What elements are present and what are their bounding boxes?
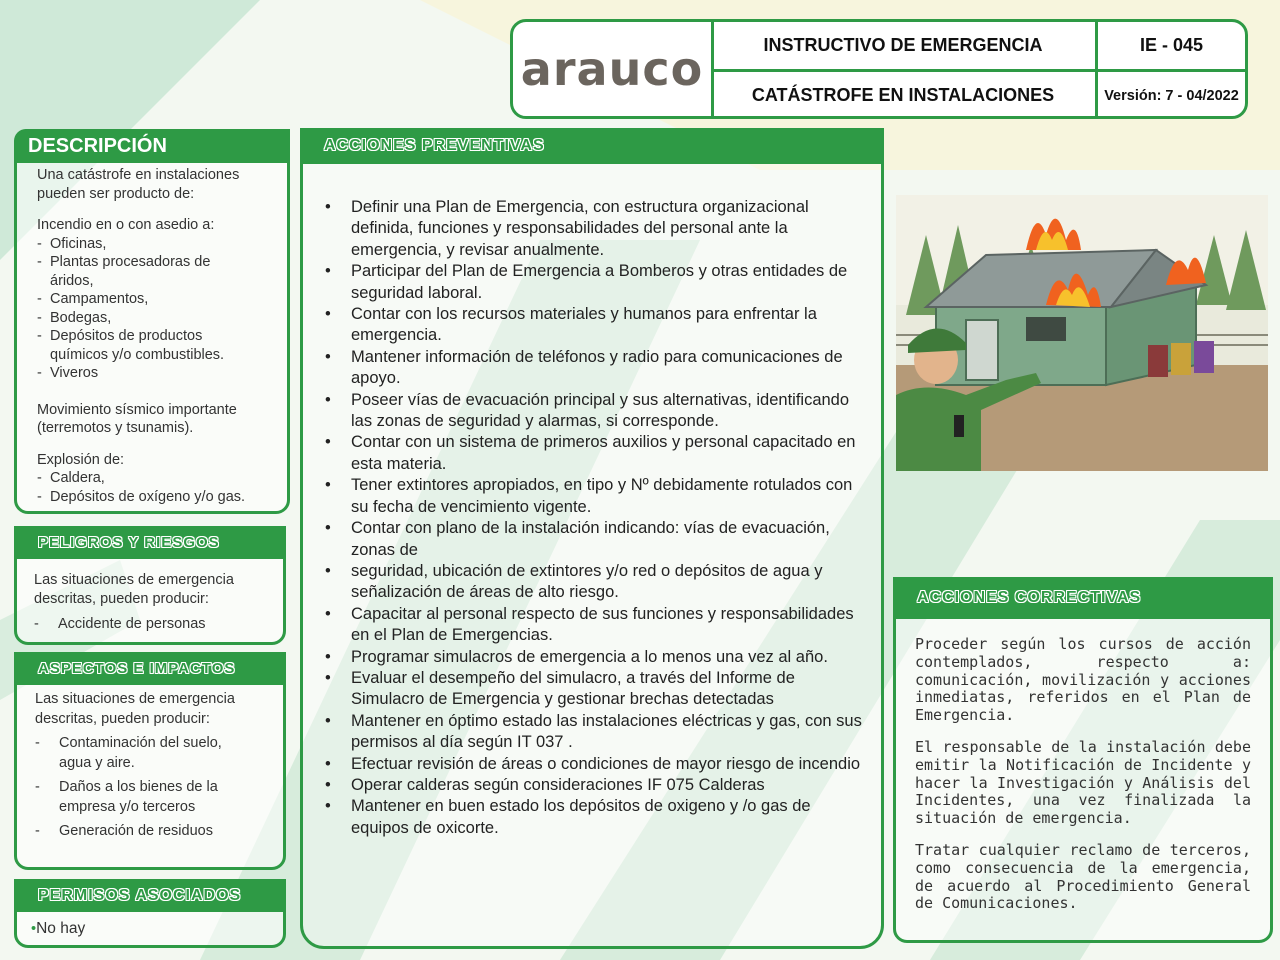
- explosion-list: [37, 469, 277, 506]
- list-item: - Caldera,: [37, 469, 277, 488]
- peligros-panel: [14, 526, 286, 645]
- preventivas-title: ACCIONES PREVENTIVAS: [300, 128, 884, 164]
- list-item: • Contar con plano de la instalación indicando: vías de evacuación, zonas de: [325, 518, 865, 561]
- list-item: - Depósitos de productos químicos y/o combustibles.: [37, 327, 260, 364]
- descripcion-intro: Una catástrofe en instalaciones pueden ser producto de:: [37, 167, 240, 202]
- incendio-heading: Incendio en o con asedio a:: [37, 217, 215, 233]
- list-item: • Capacitar al personal respecto de sus funciones y responsabilidades en el Plan de Emergencias.: [325, 604, 865, 647]
- permisos-title: PERMISOS ASOCIADOS: [14, 879, 286, 912]
- preventivas-panel: [300, 128, 884, 949]
- list-item: • Definir una Plan de Emergencia, con estructura organizacional definida, funciones y responsabilidades del personal ante la emergencia, y revisar anualmente.: [325, 197, 865, 261]
- document-subtitle: CATÁSTROFE EN INSTALACIONES: [751, 85, 1055, 105]
- document-title: INSTRUCTIVO DE EMERGENCIA: [763, 35, 1043, 55]
- list-item: • Poseer vías de evacuación principal y sus alternativas, identificando las zonas de seguridad y alarmas, si corresponde.: [325, 390, 865, 433]
- correctivas-paragraph: Proceder según los cursos de acción contemplados, respecto a: comunicación, movilización y acciones inmediatas, referidos en el Plan de Emergencia.: [915, 635, 1251, 725]
- list-item: - Contaminación del suelo, agua y aire.: [35, 735, 222, 771]
- aspectos-intro: Las situaciones de emergencia descritas, pueden producir:: [35, 691, 235, 727]
- explosion-heading: Explosión de:: [37, 451, 125, 468]
- list-item: • Participar del Plan de Emergencia a Bomberos y otras entidades de seguridad laboral.: [325, 261, 865, 304]
- permisos-list: •No hay: [31, 920, 86, 937]
- correctivas-panel: [893, 577, 1273, 943]
- permisos-panel: [14, 879, 286, 948]
- list-item: - Depósitos de oxígeno y/o gas.: [37, 488, 277, 507]
- preventivas-list: [325, 197, 865, 839]
- list-item: - Viveros: [37, 364, 277, 383]
- list-item: No hay: [36, 920, 86, 937]
- correctivas-paragraph: El responsable de la instalación debe emitir la Notificación de Incidente y hacer la Investigación y Análisis del Incidentes, una vez finalizada la situación de emergencia.: [915, 737, 1251, 828]
- aspectos-title: ASPECTOS E IMPACTOS: [14, 652, 286, 685]
- list-item: - Bodegas,: [37, 309, 277, 328]
- peligros-intro: Las situaciones de emergencia descritas, pueden producir:: [34, 572, 234, 607]
- list-item: - Oficinas,: [37, 235, 277, 254]
- correctivas-paragraph: Tratar cualquier reclamo de terceros, como consecuencia de la emergencia, de acuerdo al Procedimiento General de Comunicaciones.: [915, 840, 1251, 913]
- list-item: • Programar simulacros de emergencia a lo menos una vez al año.: [325, 647, 865, 668]
- document-version: Versión: 7 - 04/2022: [1104, 87, 1239, 104]
- list-item: • Efectuar revisión de áreas o condiciones de mayor riesgo de incendio: [325, 754, 865, 775]
- list-item: • Evaluar el desempeño del simulacro, a través del Informe de Simulacro de Emergencia y gestionar brechas detectadas: [325, 668, 865, 711]
- list-item: - Accidente de personas: [34, 616, 206, 632]
- aspectos-panel: [14, 652, 286, 870]
- list-item: • seguridad, ubicación de extintores y/o red o depósitos de agua y señalización de áreas de alto riesgo.: [325, 561, 865, 604]
- peligros-title: PELIGROS Y RIESGOS: [14, 526, 286, 559]
- list-item: • Contar con los recursos materiales y humanos para enfrentar la emergencia.: [325, 304, 865, 347]
- list-item: • Operar calderas según consideraciones IF 075 Calderas: [325, 775, 865, 796]
- correctivas-title: ACCIONES CORRECTIVAS: [893, 577, 1273, 619]
- list-item: • Mantener en óptimo estado las instalaciones eléctricas y gas, con sus permisos al día según IT 037 .: [325, 711, 865, 754]
- descripcion-panel: [14, 129, 290, 514]
- document-code: IE - 045: [1139, 35, 1204, 55]
- document-header: [510, 19, 1248, 119]
- arauco-logo: arauco: [513, 22, 714, 116]
- fire-illustration: [896, 195, 1268, 471]
- list-item: • Tener extintores apropiados, en tipo y Nº debidamente rotulados con su fecha de vencimiento vigente.: [325, 475, 865, 518]
- list-item: • Contar con un sistema de primeros auxilios y personal capacitado en esta materia.: [325, 432, 865, 475]
- list-item: - Daños a los bienes de la empresa y/o terceros: [35, 779, 218, 815]
- list-item: • Mantener en buen estado los depósitos de oxigeno y /o gas de equipos de oxicorte.: [325, 796, 865, 839]
- descripcion-title: DESCRIPCIÓN: [14, 129, 290, 163]
- list-item: - Campamentos,: [37, 290, 277, 309]
- list-item: - Generación de residuos: [35, 823, 213, 839]
- list-item: - Plantas procesadoras de áridos,: [37, 253, 240, 290]
- list-item: • Mantener información de teléfonos y radio para comunicaciones de apoyo.: [325, 347, 865, 390]
- incendio-list: [37, 235, 277, 383]
- sismo-text: Movimiento sísmico importante (terremotos y tsunamis).: [37, 401, 237, 436]
